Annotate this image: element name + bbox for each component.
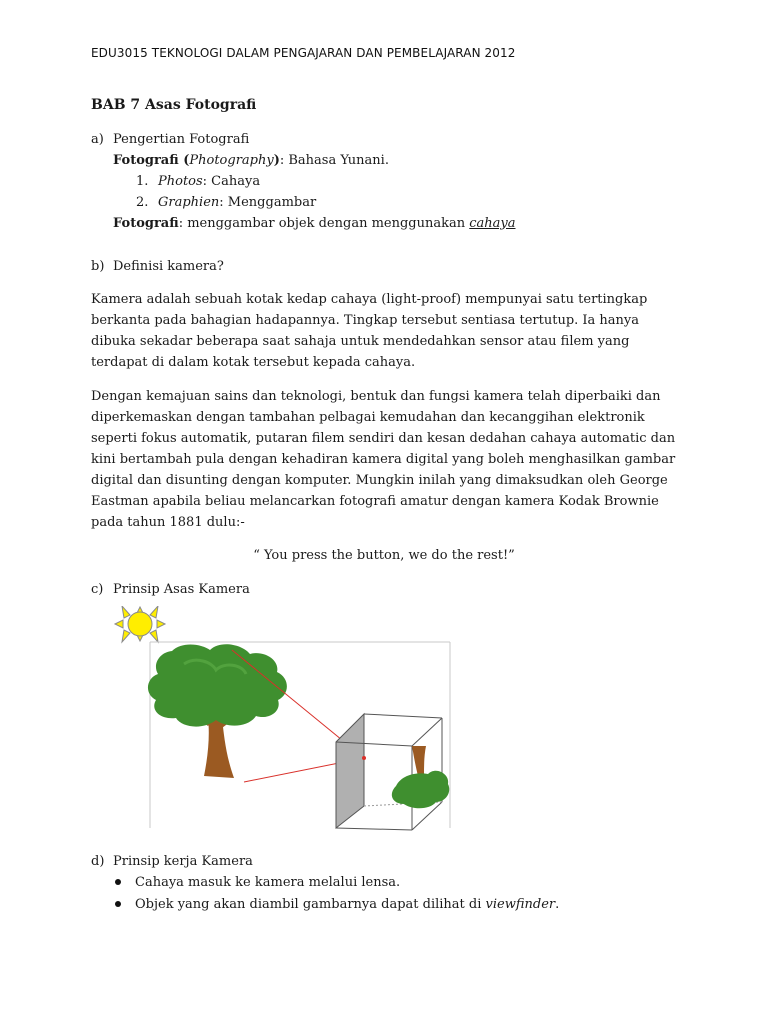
term-photography: Photography — [189, 153, 274, 168]
camera-principle-illustration — [112, 606, 452, 831]
bullet-icon — [115, 901, 121, 907]
list-item — [136, 172, 260, 192]
definition-text: : menggambar objek dengan menggunakan — [178, 216, 470, 231]
paren-close: ) — [273, 153, 280, 168]
list-term: Photos — [158, 174, 203, 189]
tree-icon — [148, 644, 287, 778]
section-c-marker: c) — [91, 582, 104, 597]
list-item — [115, 895, 559, 915]
list-term: Graphien — [158, 195, 220, 210]
bullet-text: Cahaya masuk ke kamera melalui lensa. — [135, 875, 401, 890]
sun-icon — [115, 606, 165, 642]
section-c-title: Prinsip Asas Kamera — [113, 582, 250, 597]
section-a-title: Pengertian Fotografi — [113, 132, 250, 147]
section-a-heading — [91, 130, 249, 150]
list-item — [115, 873, 400, 893]
bullet-text: Objek yang akan diambil gambarnya dapat dilihat di — [135, 897, 486, 912]
section-a-marker: a) — [91, 132, 104, 147]
section-c-heading — [91, 580, 250, 600]
list-number: 2. — [136, 195, 149, 210]
eastman-quote: “ You press the button, we do the rest!” — [253, 548, 515, 563]
origin-text: : Bahasa Yunani. — [279, 153, 389, 168]
list-meaning: : Cahaya — [202, 174, 261, 189]
bullet-icon — [115, 879, 121, 885]
camera-history-paragraph: Dengan kemajuan sains dan teknologi, bentuk dan fungsi kamera telah diperbaiki dan diperkemaskan dengan tambahan pelbagai kemudahan dan kecanggihan elektronik seperti fokus automatik, putaran filem sendiri dan kesan dedahan cahaya automatic dan kini bertambah pula dengan kehadiran kamera digital yang boleh menghasilkan gambar digital dan disunting dengan komputer. Mungkin inilah yang dimaksudkan oleh George Eastman apabila beliau melancarkan fotografi amatur dengan kamera Kodak Brownie pada tahun 1881 dulu:- — [91, 389, 676, 530]
section-b-title: Definisi kamera? — [113, 259, 224, 274]
camera-definition-paragraph: Kamera adalah sebuah kotak kedap cahaya (light-proof) mempunyai satu tertingkap berkanta pada bahagian hadapannya. Tingkap tersebut sentiasa tertutup. Ia hanya dibuka sekadar beberapa saat sahaja untuk mendedahkan sensor atau filem yang terdapat di dalam kotak tersebut kepada cahaya. — [91, 292, 648, 370]
list-number: 1. — [136, 174, 149, 189]
term-fotografi: Fotografi — [113, 153, 179, 168]
bullet-period: . — [555, 897, 560, 912]
camera-box-icon — [336, 714, 449, 831]
section-d-title: Prinsip kerja Kamera — [113, 854, 253, 869]
photography-origin-line — [113, 151, 389, 171]
section-b-marker: b) — [91, 259, 105, 274]
list-meaning: : Menggambar — [219, 195, 317, 210]
paren-open: ( — [178, 153, 190, 168]
underlined-cahaya: cahaya — [469, 216, 516, 231]
term-fotografi: Fotografi — [113, 216, 179, 231]
term-viewfinder: viewfinder — [485, 897, 556, 912]
section-d-heading — [91, 852, 253, 872]
page-header: EDU3015 TEKNOLOGI DALAM PENGAJARAN DAN PEMBELAJARAN 2012 — [91, 46, 516, 60]
section-b-heading — [91, 257, 224, 277]
fotografi-definition — [113, 214, 516, 234]
list-item — [136, 193, 316, 213]
section-d-marker: d) — [91, 854, 105, 869]
chapter-title: BAB 7 Asas Fotografi — [91, 97, 257, 113]
